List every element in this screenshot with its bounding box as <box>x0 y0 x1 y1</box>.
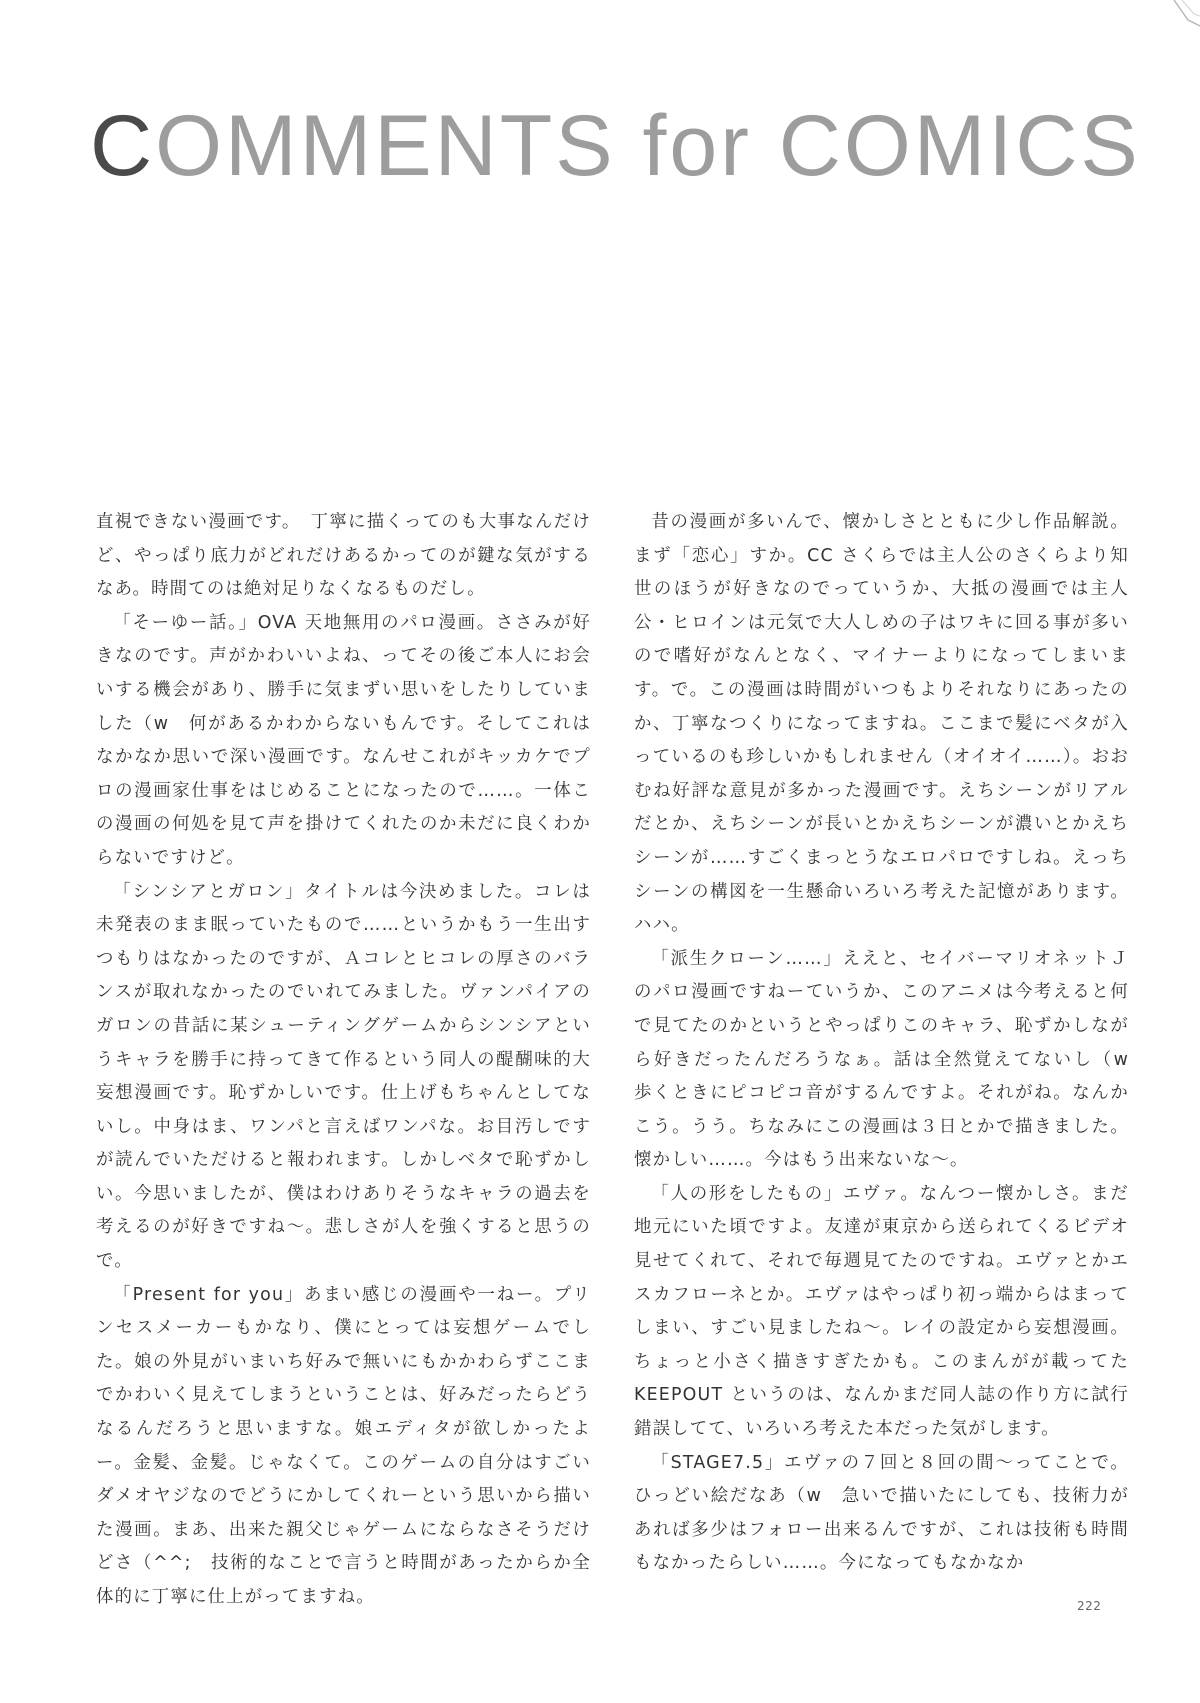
right-paragraph-2: 「派生クローン……」ええと、セイバーマリオネットＪのパロ漫画ですねーていうか、このアニメは今考えると何で見てたのかというとやっぱりこのキャラ、恥ずかしながら好きだったんだろうなぁ。話は全然覚えてないし（w 歩くときにピコピコ音がするんですよ。それがね。なんかこう。うう。ちなみにこの漫画は３日とかで描きました。懐かしい……。今はもう出来ないな〜。 <box>634 948 1148 1171</box>
right-paragraph-1: 昔の漫画が多いんで、懐かしさとともに少し作品解説。まず「恋心」すか。CC さくらでは主人公のさくらより知世のほうが好きなのでっていうか、大抵の漫画では主人公・ヒロインは元気で大人しめの子はワキに回る事が多いので嗜好がなんとなく、マイナーよりになってしまいます。で。この漫画は時間がいつもよりそれなりにあったのか、丁寧なつくりになってますね。ここまで髪にベタが入っているのも珍しいかもしれません（オイオイ……）。おおむね好評な意見が多かった漫画です。えちシーンがリアルだとか、えちシーンが長いとかえちシーンが濃いとかえちシーンが……すごくまっとうなエロパロですしね。えっちシーンの構図を一生懸命いろいろ考えた記憶があります。ハハ。 <box>634 512 1129 936</box>
right-text-column <box>634 506 1148 1581</box>
left-paragraph-3: 「シンシアとガロン」タイトルは今決めました。コレは未発表のまま眠っていたもので……というかもう一生出すつもりはなかったのですが、Ａコレとヒコレの厚さのバランスが取れなかったのでいれてみました。ヴァンパイアのガロンの昔話に某シューティングゲームからシンシアというキャラを勝手に持ってきて作るという同人の醍醐味的大妄想漫画です。恥ずかしいです。仕上げもちゃんとしてないし。中身はま、ワンパと言えばワンパな。お目汚しですが読んでいただけると報われます。しかしベタで恥ずかしい。今思いましたが、僕はわけありそうなキャラの過去を考えるのが好きですね〜。悲しさが人を強くすると思うので。 <box>96 881 591 1272</box>
page-number: 222 <box>1077 1599 1102 1613</box>
page-corner-mark <box>1160 0 1200 34</box>
left-paragraph-1: 直視できない漫画です。 丁寧に描くってのも大事なんだけど、やっぱり底力がどれだけあるかってのが鍵な気がするなあ。時間てのは絶対足りなくなるものだし。 <box>96 512 591 600</box>
left-text-column <box>96 506 591 1615</box>
title-rest: OMMENTS for COMICS <box>155 98 1141 194</box>
title-first-letter: C <box>90 98 156 194</box>
page-title <box>90 96 1141 196</box>
right-paragraph-4: 「STAGE7.5」エヴァの７回と８回の間〜ってことで。ひっどい絵だなあ（w 急いで描いたにしても、技術力があれば多少はフォロー出来るんですが、これは技術も時間もなかったらしい……。今になってもなかなか <box>634 1452 1129 1574</box>
left-paragraph-2: 「そーゆー話。」OVA 天地無用のパロ漫画。ささみが好きなのです。声がかわいいよね、ってその後ご本人にお会いする機会があり、勝手に気まずい思いをしたりしていました（w 何があるかわからないもんです。そしてこれはなかなか思いで深い漫画です。なんせこれがキッカケでプロの漫画家仕事をはじめることになったので……。一体この漫画の何処を見て声を掛けてくれたのか未だに良くわからないですけど。 <box>96 612 591 868</box>
right-paragraph-3: 「人の形をしたもの」エヴァ。なんつー懐かしさ。まだ地元にいた頃ですよ。友達が東京から送られてくるビデオ見せてくれて、それで毎週見てたのですね。エヴァとかエスカフローネとか。エヴァはやっぱり初っ端からはまってしまい、すごい見ましたね〜。レイの設定から妄想漫画。ちょっと小さく描きすぎたかも。このまんがが載ってた KEEPOUT というのは、なんかまだ同人誌の作り方に試行錯誤してて、いろいろ考えた本だった気がします。 <box>634 1183 1129 1440</box>
left-paragraph-4: 「Present for you」あまい感じの漫画や一ねー。プリンセスメーカーもかなり、僕にとっては妄想ゲームでした。娘の外見がいまいち好みで無いにもかかわらずここまでかわいく見えてしまうということは、好みだったらどうなるんだろうと思いますな。娘エディタが欲しかったよー。金髪、金髪。じゃなくて。このゲームの自分はすごいダメオヤジなのでどうにかしてくれーという思いから描いた漫画。まあ、出来た親父じゃゲームにならなさそうだけどさ（^^; 技術的なことで言うと時間があったからか全体的に丁寧に仕上がってますね。 <box>96 1284 591 1607</box>
